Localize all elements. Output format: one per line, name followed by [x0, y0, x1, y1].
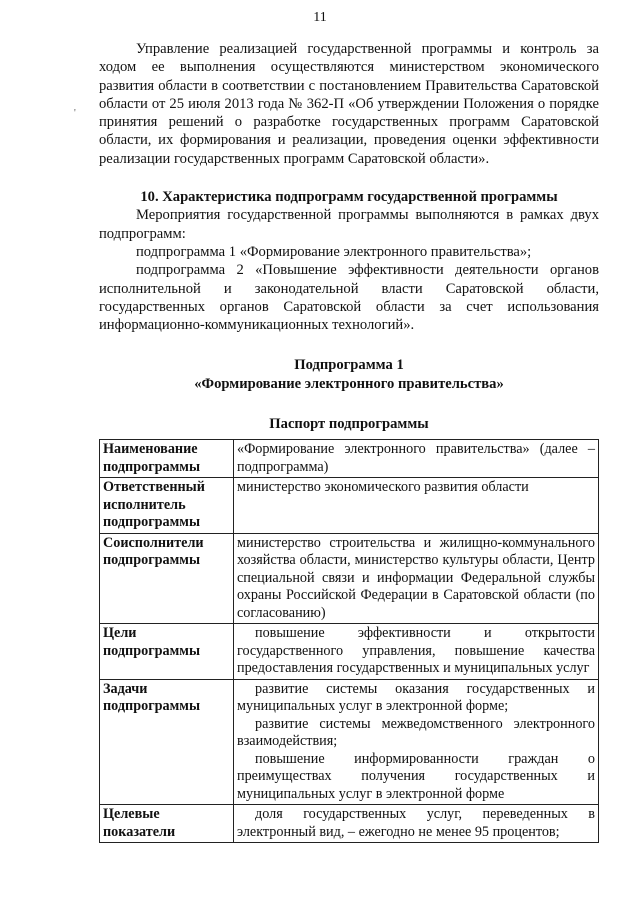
value-paragraph: министерство строительства и жилищно-коммунального хозяйства области, министерство культуры области, Центр специальной связи и информации Федеральной службы охраны Российской Федерации в Саратовской области (по согласованию): [237, 534, 595, 621]
intro-paragraph: Управление реализацией государственной программы и контроль за ходом ее выполнения осуществляются министерством экономического развития области в соответствии с постановлением Правительства Саратовской области от 25 июля 2013 года № 362-П «Об утверждении Положения о порядке принятия решений о разработке государственных программ Саратовской области, их формирования и реализации, проведения оценки эффективности реализации государственных программ Саратовской области».: [99, 41, 599, 167]
section-paragraph-1: Мероприятия государственной программы выполняются в рамках двух подпрограмм:: [99, 207, 599, 242]
row-label: Целевые показатели: [100, 805, 234, 843]
row-label: Ответственный исполнитель подпрограммы: [100, 478, 234, 534]
value-paragraph: повышение информированности граждан о преимуществах получения государственных и муниципальных услуг в электронной форме: [237, 750, 595, 802]
value-paragraph: повышение эффективности и открытости государственного управления, повышение качества предоставления государственных и муниципальных услуг: [237, 625, 595, 677]
subprogram-title-line1: Подпрограмма 1: [294, 357, 404, 374]
table-row: [100, 624, 599, 680]
row-value: [234, 440, 599, 478]
table-row: [100, 478, 599, 534]
row-value: [234, 679, 599, 805]
row-value: [234, 533, 599, 624]
section-heading: 10. Характеристика подпрограмм государственной программы: [140, 189, 558, 206]
value-paragraph: доля государственных услуг, переведенных в электронный вид, – ежегодно не менее 95 процентов;: [237, 806, 595, 840]
section-paragraph-3: подпрограмма 2 «Повышение эффективности деятельности органов исполнительной и законодательной власти Саратовской области, государственных органов Саратовской области за счет использования информационно-коммуникационных технологий».: [99, 262, 599, 334]
subprogram-title-line2: «Формирование электронного правительства»: [194, 375, 504, 392]
subprogram-title: [99, 356, 599, 393]
value-paragraph: развитие системы оказания государственных и муниципальных услуг в электронной форме;: [237, 680, 595, 715]
value-paragraph: министерство экономического развития области: [237, 479, 529, 496]
row-label: Соисполнители подпрограммы: [100, 533, 234, 624]
row-label: Задачи подпрограммы: [100, 679, 234, 805]
row-label: Цели подпрограммы: [100, 624, 234, 680]
value-paragraph: развитие системы межведомственного электронного взаимодействия;: [237, 715, 595, 750]
section-paragraph-2: подпрограмма 1 «Формирование электронного правительства»;: [136, 243, 532, 260]
row-value: [234, 805, 599, 843]
document-body: [99, 40, 599, 843]
row-value: [234, 624, 599, 680]
table-row: [100, 805, 599, 843]
row-value: [234, 478, 599, 534]
table-row: [100, 679, 599, 805]
passport-title: Паспорт подпрограммы: [269, 416, 429, 433]
page-number: 11: [313, 10, 327, 25]
margin-tick-mark: ': [74, 108, 76, 119]
table-row: [100, 440, 599, 478]
table-row: [100, 533, 599, 624]
row-label: Наименование подпрограммы: [100, 440, 234, 478]
value-paragraph: «Формирование электронного правительства» (далее – подпрограмма): [237, 441, 595, 475]
passport-table: [99, 439, 599, 843]
